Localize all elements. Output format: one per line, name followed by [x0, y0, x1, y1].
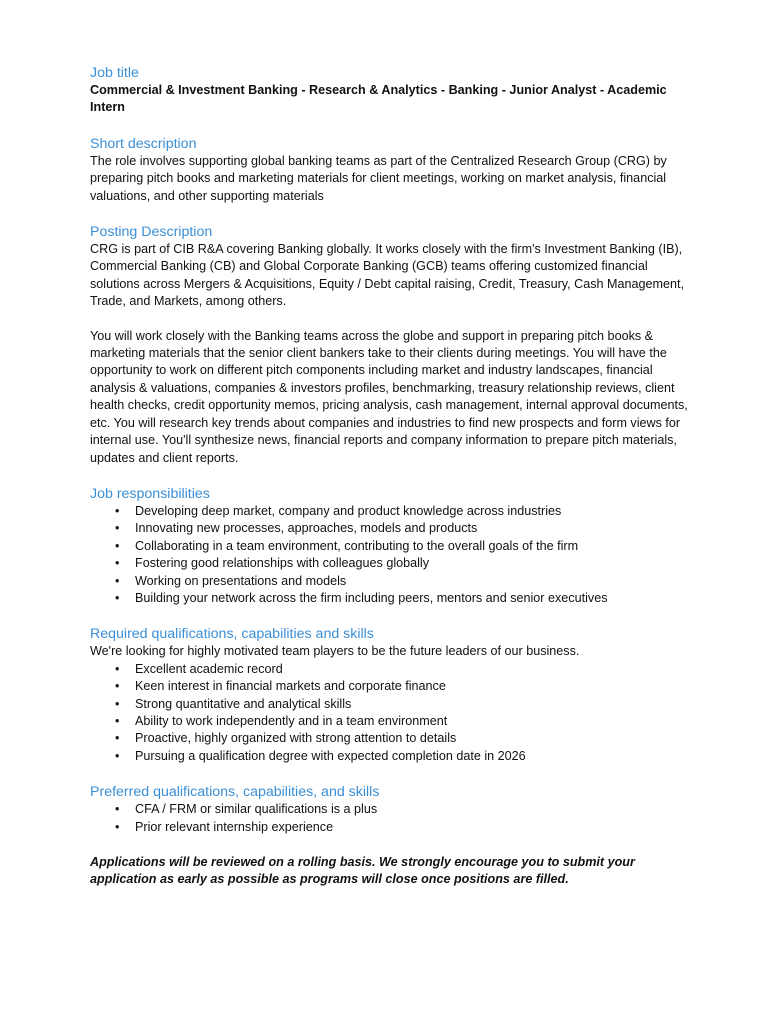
bullet-icon: • [115, 748, 120, 763]
closing-note: Applications will be reviewed on a rolling basis. We strongly encourage you to submit your application as early as possible as programs will close once positions are filled. [90, 855, 635, 887]
bullet-icon: • [115, 802, 120, 817]
list-item [115, 538, 690, 555]
short-description-heading: Short description [90, 135, 197, 152]
list-item-text: Building your network across the firm including peers, mentors and senior executives [135, 590, 608, 605]
list-item [115, 713, 690, 730]
list-item-text: Keen interest in financial markets and corporate finance [135, 679, 446, 694]
list-item [115, 573, 690, 590]
short-description-text: The role involves supporting global banking teams as part of the Centralized Research Group (CRG) by preparing pitch books and marketing materials for client meetings, working on market analysis, financial valuations, and other supporting materials [90, 153, 667, 203]
bullet-icon: • [115, 556, 120, 571]
bullet-icon: • [115, 661, 120, 676]
posting-description-paragraph-1: CRG is part of CIB R&A covering Banking globally. It works closely with the firm's Investment Banking (IB), Commercial Banking (CB) and Global Corporate Banking (GCB) teams offering customized financial solutions across Mergers & Acquisitions, Equity / Debt capital raising, Credit, Treasury, Cash Management, Trade, and Markets, among others. [90, 242, 685, 309]
bullet-icon: • [115, 590, 120, 605]
list-item [115, 520, 690, 537]
list-item-text: Excellent academic record [135, 661, 283, 676]
list-item-text: Pursuing a qualification degree with expected completion date in 2026 [135, 748, 526, 763]
list-item-text: Developing deep market, company and product knowledge across industries [135, 503, 562, 518]
list-item [115, 819, 690, 836]
preferred-qualifications-heading: Preferred qualifications, capabilities, and skills [90, 784, 380, 801]
list-item-text: Strong quantitative and analytical skills [135, 696, 352, 711]
posting-description-paragraph-2: You will work closely with the Banking teams across the globe and support in preparing pitch books & marketing materials that the senior client bankers take to their clients during meetings. You will have the opportunity to work on different pitch components including market and industry landscapes, financial analysis & valuations, companies & investors profiles, benchmarking, treasury relationship reviews, client health checks, credit opportunity memos, pricing analysis, cash management, internal approval documents, etc. You will research key trends about companies and industries to find new prospects and form views for internal use. You'll synthesize news, financial reports and company information to prepare pitch materials, updates and client reports. [90, 328, 688, 465]
list-item [115, 696, 690, 713]
list-item [115, 801, 690, 818]
list-item [115, 678, 690, 695]
bullet-icon: • [115, 731, 120, 746]
bullet-icon: • [115, 679, 120, 694]
list-item-text: Fostering good relationships with colleagues globally [135, 556, 430, 571]
list-item-text: Working on presentations and models [135, 573, 347, 588]
job-title-heading: Job title [90, 65, 139, 81]
bullet-icon: • [115, 713, 120, 728]
list-item-text: Ability to work independently and in a team environment [135, 713, 448, 728]
list-item-text: Collaborating in a team environment, contributing to the overall goals of the firm [135, 538, 579, 553]
required-qualifications-heading: Required qualifications, capabilities and skills [90, 626, 374, 643]
bullet-icon: • [115, 696, 120, 711]
list-item-text: CFA / FRM or similar qualifications is a plus [135, 802, 378, 817]
list-item [115, 555, 690, 572]
list-item [115, 661, 690, 678]
list-item-text: Prior relevant internship experience [135, 819, 334, 834]
list-item [115, 503, 690, 520]
list-item [115, 748, 690, 765]
required-qualifications-list [90, 661, 690, 765]
bullet-icon: • [115, 521, 120, 536]
list-item [115, 590, 690, 607]
list-item-text: Proactive, highly organized with strong attention to details [135, 731, 457, 746]
responsibilities-heading: Job responsibilities [90, 485, 210, 502]
responsibilities-list [90, 503, 690, 607]
bullet-icon: • [115, 538, 120, 553]
bullet-icon: • [115, 503, 120, 518]
preferred-qualifications-list [90, 801, 690, 836]
list-item-text: Innovating new processes, approaches, models and products [135, 521, 478, 536]
required-qualifications-intro: We're looking for highly motivated team players to be the future leaders of our business. [90, 644, 580, 659]
posting-description-heading: Posting Description [90, 224, 213, 241]
job-posting-document [90, 64, 690, 889]
bullet-icon: • [115, 573, 120, 588]
bullet-icon: • [115, 819, 120, 834]
list-item [115, 730, 690, 747]
job-title-text: Commercial & Investment Banking - Research & Analytics - Banking - Junior Analyst - Academic Intern [90, 83, 667, 115]
